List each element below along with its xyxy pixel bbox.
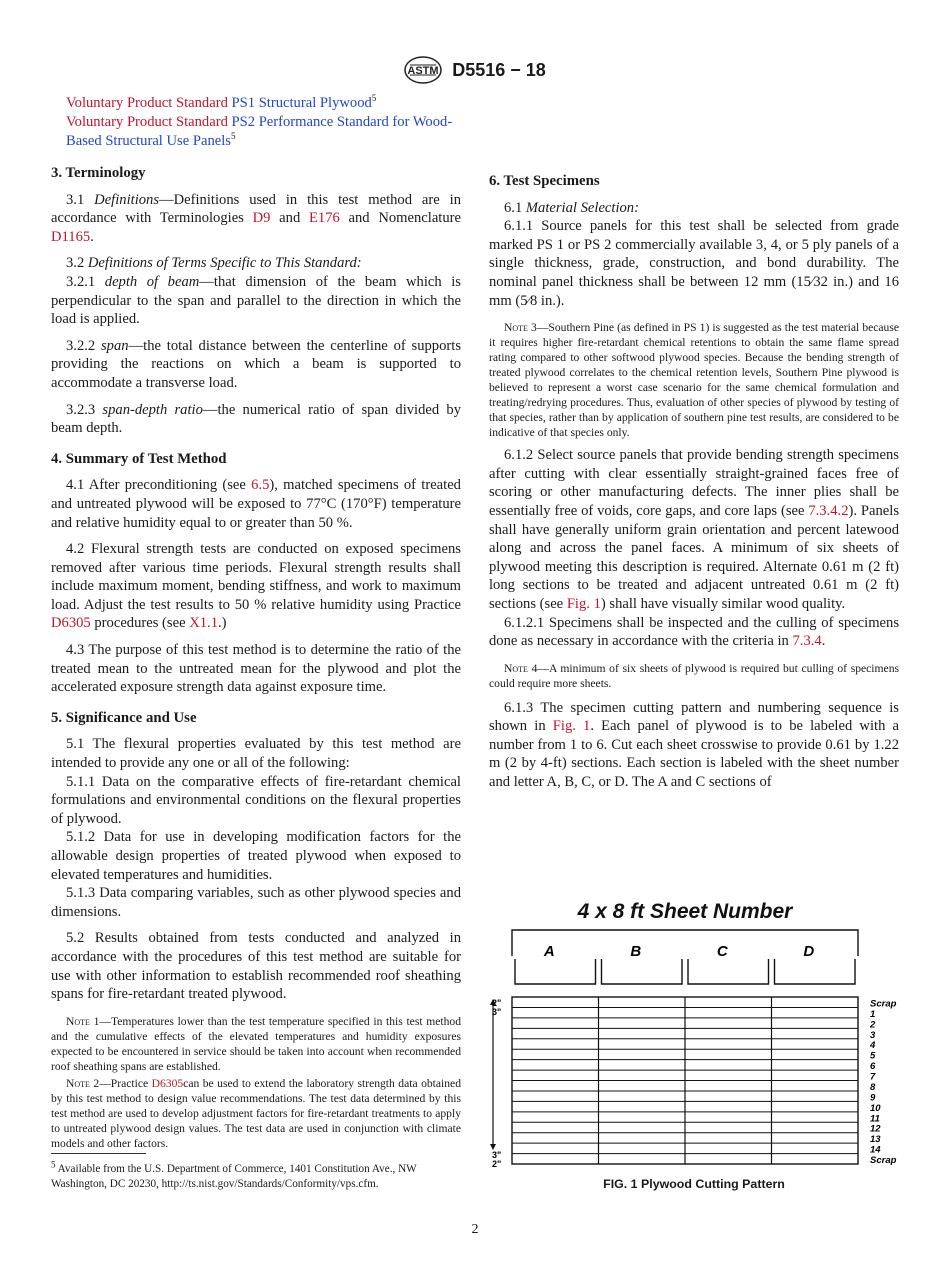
paragraph-6-1-2: 6.1.2 Select source panels that provide bending strength specimens after cutting with clear essentially straight-grained faces free of scoring or other manufacturing defects. The inner plies shall be essentially free of voids, core gaps, and core laps (see 7.3.4.2). Panels shall have generally uniform grain orientation and percent latewood along and across the panel faces. A minimum of six sheets of plywood meeting this description is required. Alternate 0.61 m (2 ft) long sections to be treated and adjacent untreated 0.61 m (2 ft) sections (see Fig. 1) shall have visually similar wood quality. (489, 447, 900, 612)
left-column (51, 164, 461, 1151)
dim-top-3in: 3" (492, 1007, 502, 1017)
paragraph-6-1-1: 6.1.1 Source panels for this test shall be selected from grade marked PS 1 or PS 2 commercially available 3, 4, or 5 ply panels of a single thickness, grade, construction, and bond durability. The nominal panel thickness shall be between 12 mm (15⁄32 in.) and 16 mm (5⁄8 in.). (489, 218, 899, 309)
dim-top-2in: 2" (492, 998, 502, 1008)
paragraph-4-1: 4.1 After preconditioning (see 6.5), matched specimens of treated and untreated plywood will be exposed to 77°C (170°F) temperature and relative humidity equal to or greater than 50 %. (51, 477, 461, 531)
strip-label: Scrap (870, 998, 897, 1010)
link-fig-1-b[interactable]: Fig. 1 (552, 718, 591, 735)
dimension-marks (490, 998, 501, 1169)
strip-label: 12 (870, 1123, 881, 1135)
strip-label: 13 (870, 1134, 881, 1146)
link-ps1[interactable]: PS1 (231, 95, 256, 111)
link-d6305[interactable]: D6305 (51, 615, 91, 632)
strip-label: 1 (870, 1008, 876, 1020)
reference-ps1: Voluntary Product Standard PS1 Structural Plywood$^5$ (66, 93, 377, 111)
section-bracket-a (515, 959, 596, 984)
standard-designation: D5516 − 18 (452, 59, 546, 80)
link-x1-1[interactable]: X1.1 (189, 615, 218, 632)
paragraph-4-2: 4.2 Flexural strength tests are conducted on exposed specimens removed after various time periods. Flexural strength results shall include maximum moment, bending stiffness, and work to maximum load. Adjust the test results to 50 % relative humidity using Practice D6305 procedures (see X1.1.) (51, 541, 461, 632)
paragraph-3-2-3: 3.2.3 span-depth ratio—the numerical ratio of span divided by beam depth. (51, 401, 462, 437)
dim-bottom-2in: 2" (492, 1159, 502, 1169)
strip-label: 8 (870, 1081, 876, 1093)
page-number: 2 (471, 1222, 479, 1237)
note-4: Note 4—A minimum of six sheets of plywood is required but culling of specimens could require more sheets. (489, 661, 900, 690)
astm-logo-icon (404, 56, 442, 84)
link-6-5[interactable]: 6.5 (251, 477, 270, 494)
paragraph-5-1-3: 5.1.3 Data comparing variables, such as other plywood species and dimensions. (51, 885, 461, 920)
paragraph-3-2-1: 3.2.1 depth of beam—that dimension of the beam which is perpendicular to the span and parallel to the direction in which the load is applied. (51, 273, 461, 328)
strip-label: 11 (870, 1113, 880, 1125)
section-label-c: C (716, 943, 728, 960)
link-7-3-4[interactable]: 7.3.4 (792, 633, 822, 650)
paragraph-6-1-3: 6.1.3 The specimen cutting pattern and numbering sequence is shown in Fig. 1. Each panel of plywood is to be labeled with a number from 1 to 6. Cut each sheet crosswise to provide 0.61 by 1.22 m (2 by 4-ft) sections. Each section is labeled with the sheet number and letter A, B, C, or D. The A and C sections of (489, 699, 899, 791)
right-column (489, 172, 899, 792)
strip-label: 2 (870, 1019, 876, 1031)
note-3: Note 3—Southern Pine (as defined in PS 1) is suggested as the test material because it requires higher fire-retardant chemical retentions to obtain the same flame spread rating compared to other softwood plywood species. Because the bending strength of treated plywood correlates to the chemical retention levels, Southern Pine plywood is believed to represent a worst case scenario for the same chemical formulation and treating/redrying procedures. Thus, evaluation of other species of plywood by testing of that species, rather than by application of southern pine test results, are considered to be indicative of that species only. (489, 321, 900, 440)
paragraph-5-1: 5.1 The flexural properties evaluated by this test method are intended to provide any one or all of the following: (51, 736, 461, 772)
footnote-divider (51, 1153, 146, 1154)
paragraph-5-1-1: 5.1.1 Data on the comparative effects of fire-retardant chemical formulations and environmental conditions on the flexural properties of plywood. (51, 773, 461, 827)
footnote: $^5$ Available from the U.S. Department of Commerce, 1401 Constitution Ave., NW Washington, DC 20230, http://ts.nist.gov/Standards/Conformity/vps.cfm. (51, 1159, 417, 1190)
paragraph-4-3: 4.3 The purpose of this test method is to determine the ratio of the treated mean to the untreated mean for the plywood and plot the accelerated exposure strength data against exposure time. (51, 642, 461, 696)
figure-title: 4 x 8 ft Sheet Number (577, 900, 793, 923)
section-6-heading: 6. Test Specimens (489, 173, 600, 189)
section-5-heading: 5. Significance and Use (51, 709, 197, 726)
link-d6305-note[interactable]: D6305 (151, 1076, 184, 1090)
section-bracket-b (602, 959, 683, 984)
section-4-heading: 4. Summary of Test Method (51, 450, 227, 467)
link-7-3-4-2[interactable]: 7.3.4.2 (808, 502, 849, 519)
strip-label: 3 (870, 1029, 876, 1041)
paragraph-3-2: 3.2 Definitions of Terms Specific to This Standard: (66, 255, 362, 272)
note-1: Note 1—Temperatures lower than the test temperature specified in this test method and the cumulative effects of the elevated temperatures and humidity exposures expected to be encountered in service should be taken into account when recommended roof sheathing spans are established. (51, 1014, 461, 1073)
strip-label: 5 (870, 1050, 876, 1062)
dim-bottom-3in: 3" (492, 1150, 502, 1160)
link-d9[interactable]: D9 (252, 210, 271, 227)
section-bracket-c (688, 959, 769, 984)
strip-label: 14 (870, 1144, 881, 1156)
paragraph-3-2-2: 3.2.2 span—the total distance between the centerline of supports providing the reactions on which a beam is supported to accommodate a transverse load. (51, 337, 461, 391)
section-label-b: B (630, 943, 642, 960)
link-fig-1[interactable]: Fig. 1 (566, 595, 601, 612)
note-2: Note 2—Practice D6305can be used to extend the laboratory strength data obtained by this test method to design value recommendations. The test data determined by this test method are used to develop adjustment factors for fire-retardant treatments to apply to untreated plywood design values. The test data are used in conjunction with climate models and other factors. (51, 1076, 462, 1150)
section-label-d: D (803, 943, 815, 960)
link-e176[interactable]: E176 (308, 210, 340, 227)
strip-label: 9 (870, 1092, 876, 1104)
strip-label: Scrap (870, 1155, 897, 1166)
paragraph-5-1-2: 5.1.2 Data for use in developing modification factors for the allowable design properties of treated plywood when exposed to elevated temperatures and humidities. (51, 829, 461, 883)
svg-text:ASTM: ASTM (407, 65, 439, 77)
strip-label: 7 (870, 1071, 876, 1083)
link-d1165[interactable]: D1165 (51, 228, 91, 245)
section-headers (512, 930, 858, 984)
paragraph-5-2: 5.2 Results obtained from tests conducted and analyzed in accordance with the procedures of this test method are suitable for use with other information to establish recommended roof sheathing spans for fire-retardant treated plywood. (51, 930, 461, 1003)
strip-label: 6 (870, 1061, 876, 1073)
section-label-a: A (543, 943, 555, 960)
strip-label: 10 (870, 1102, 881, 1114)
page-header (0, 56, 950, 84)
reference-ps2: Voluntary Product Standard PS2 Performance Standard for Wood-Based Structural Use Panels$^5$ (66, 114, 453, 149)
cutting-pattern-figure (488, 896, 908, 1196)
section-bracket-d (775, 959, 856, 984)
link-ps2[interactable]: PS2 (231, 114, 256, 130)
strip-label: 4 (870, 1040, 876, 1052)
paragraph-6-1: 6.1 Material Selection: (504, 199, 639, 216)
strip-grid (512, 997, 897, 1166)
section-3-heading: 3. Terminology (51, 165, 146, 181)
figure-caption: FIG. 1 Plywood Cutting Pattern (603, 1177, 785, 1191)
paragraph-6-1-2-1: 6.1.2.1 Specimens shall be inspected and the culling of specimens done as necessary in accordance with the criteria in 7.3.4. (489, 614, 899, 650)
paragraph-3-1: 3.1 Definitions—Definitions used in this test method are in accordance with Terminologies D9 and E176 and Nomenclature D1165. (51, 191, 461, 245)
